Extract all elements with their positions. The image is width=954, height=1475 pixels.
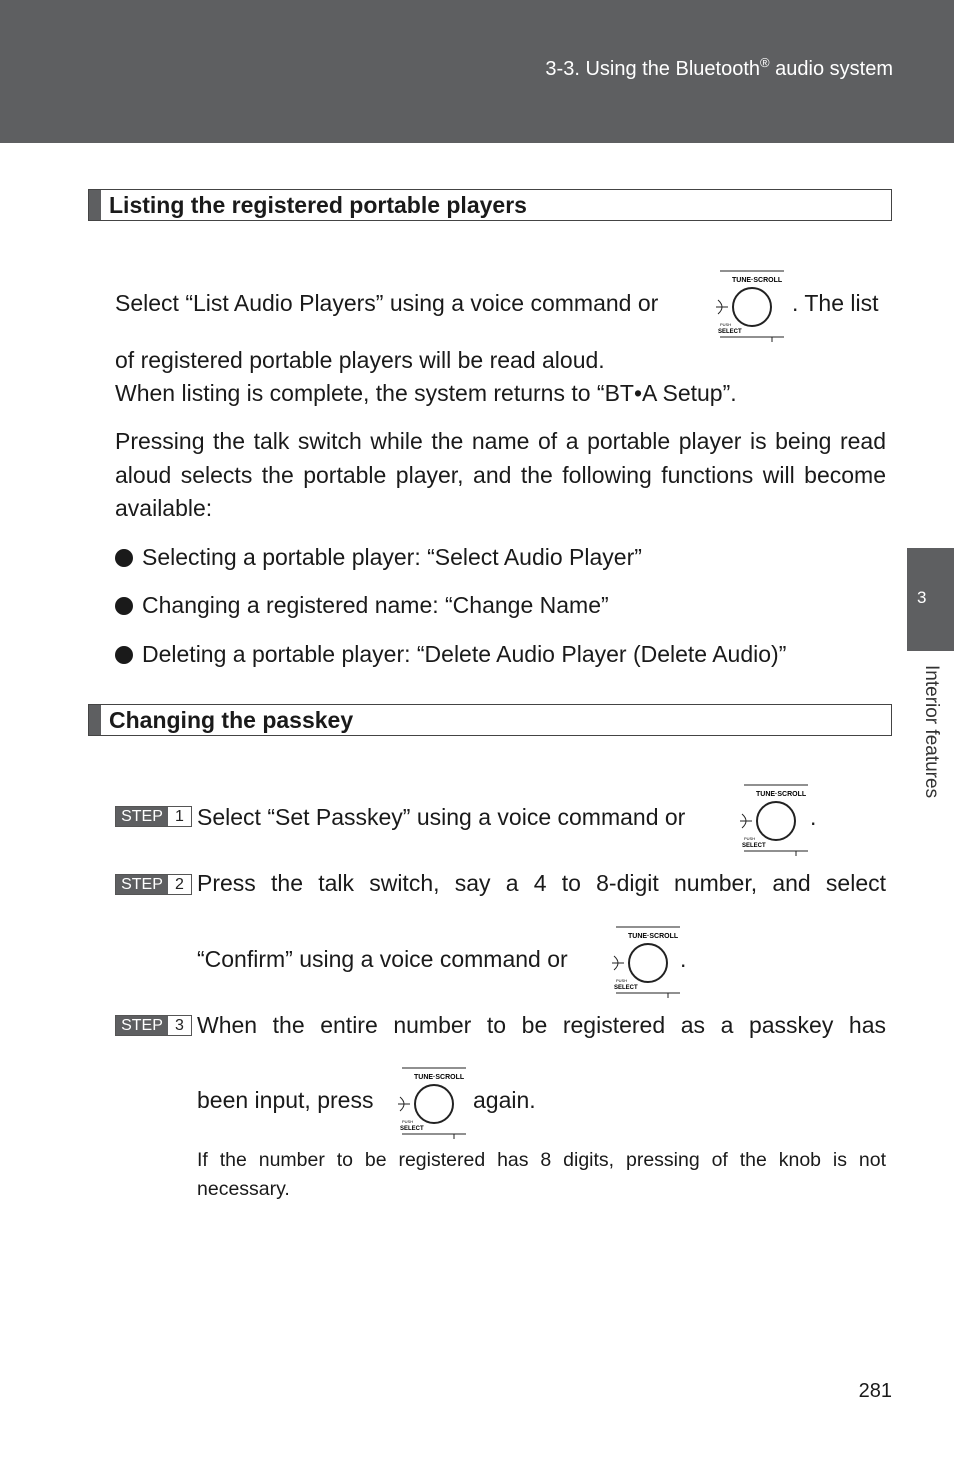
step-number: 3 xyxy=(168,1016,191,1035)
section-title: Listing the registered portable players xyxy=(109,192,527,218)
listing-line1-a: Select “List Audio Players” using a voice command or xyxy=(115,290,659,316)
step3-text-a: When the entire number to be registered as a passkey has xyxy=(197,1012,886,1038)
listing-line1-b: . The list xyxy=(792,290,879,316)
knob-push-label: PUSH xyxy=(402,1119,414,1124)
tune-scroll-knob-icon xyxy=(738,784,808,856)
tune-scroll-knob-icon xyxy=(714,270,784,342)
chapter-number: 3 xyxy=(917,588,927,607)
tune-scroll-knob-icon xyxy=(396,1067,466,1139)
bullet-item xyxy=(115,637,786,671)
step3-text-c: again. xyxy=(473,1087,536,1113)
step-word: STEP xyxy=(116,807,168,826)
step2-text-c: . xyxy=(680,946,687,972)
knob-select-label: SELECT xyxy=(742,843,766,849)
knob-select-label: SELECT xyxy=(400,1126,424,1132)
listing-line2: of registered portable players will be read aloud. xyxy=(115,347,605,373)
bullet-dot xyxy=(115,549,133,567)
bullet-dot xyxy=(115,646,133,664)
step-badge-1 xyxy=(115,806,192,827)
knob-push-label: PUSH xyxy=(744,836,756,841)
step-word: STEP xyxy=(116,875,168,894)
step2-text-a: Press the talk switch, say a 4 to 8-digit number, and select xyxy=(197,870,886,896)
section-heading-passkey xyxy=(88,704,892,736)
step-number: 2 xyxy=(168,875,191,894)
knob-top-label: TUNE·SCROLL xyxy=(756,791,807,798)
step2-text-b: “Confirm” using a voice command or xyxy=(197,946,568,972)
step-word: STEP xyxy=(116,1016,168,1035)
chapter-label: Interior features xyxy=(921,665,942,799)
knob-push-label: PUSH xyxy=(720,322,732,327)
listing-line3: When listing is complete, the system returns to “BT•A Setup”. xyxy=(115,380,737,406)
knob-top-label: TUNE·SCROLL xyxy=(628,933,679,940)
step1-text-b: . xyxy=(810,804,817,830)
tune-scroll-knob-icon xyxy=(610,926,680,998)
step-badge-2 xyxy=(115,874,192,895)
bullet-text: Changing a registered name: “Change Name” xyxy=(142,592,609,618)
header-section-text: 3-3. Using the Bluetooth xyxy=(545,58,761,80)
passkey-note: If the number to be registered has 8 digits, pressing of the knob is not necessary. xyxy=(197,1149,886,1200)
knob-top-label: TUNE·SCROLL xyxy=(732,277,783,284)
section-title: Changing the passkey xyxy=(109,707,354,733)
registered-mark: ® xyxy=(760,55,770,70)
page-number: 281 xyxy=(858,1380,892,1402)
section-heading-listing xyxy=(88,189,892,221)
bullet-item xyxy=(115,540,642,574)
knob-top-label: TUNE·SCROLL xyxy=(414,1074,465,1081)
bullet-dot xyxy=(115,597,133,615)
knob-push-label: PUSH xyxy=(616,978,628,983)
bullet-text: Deleting a portable player: “Delete Audio Player (Delete Audio)” xyxy=(142,641,787,667)
header-section-end: audio system xyxy=(769,58,893,80)
page-header xyxy=(0,0,954,143)
listing-paragraph: Pressing the talk switch while the name of a portable player is being read aloud selects the portable player, and the following functions will become available: xyxy=(115,428,886,521)
bullet-text: Selecting a portable player: “Select Audio Player” xyxy=(142,544,642,570)
knob-select-label: SELECT xyxy=(614,985,638,991)
chapter-tab xyxy=(907,548,954,651)
step1-text-a: Select “Set Passkey” using a voice command or xyxy=(197,804,686,830)
step3-text-b: been input, press xyxy=(197,1087,374,1113)
knob-select-label: SELECT xyxy=(718,329,742,335)
step-number: 1 xyxy=(168,807,191,826)
section-header-title xyxy=(545,55,893,81)
bullet-item xyxy=(115,588,609,622)
step-badge-3 xyxy=(115,1015,192,1036)
